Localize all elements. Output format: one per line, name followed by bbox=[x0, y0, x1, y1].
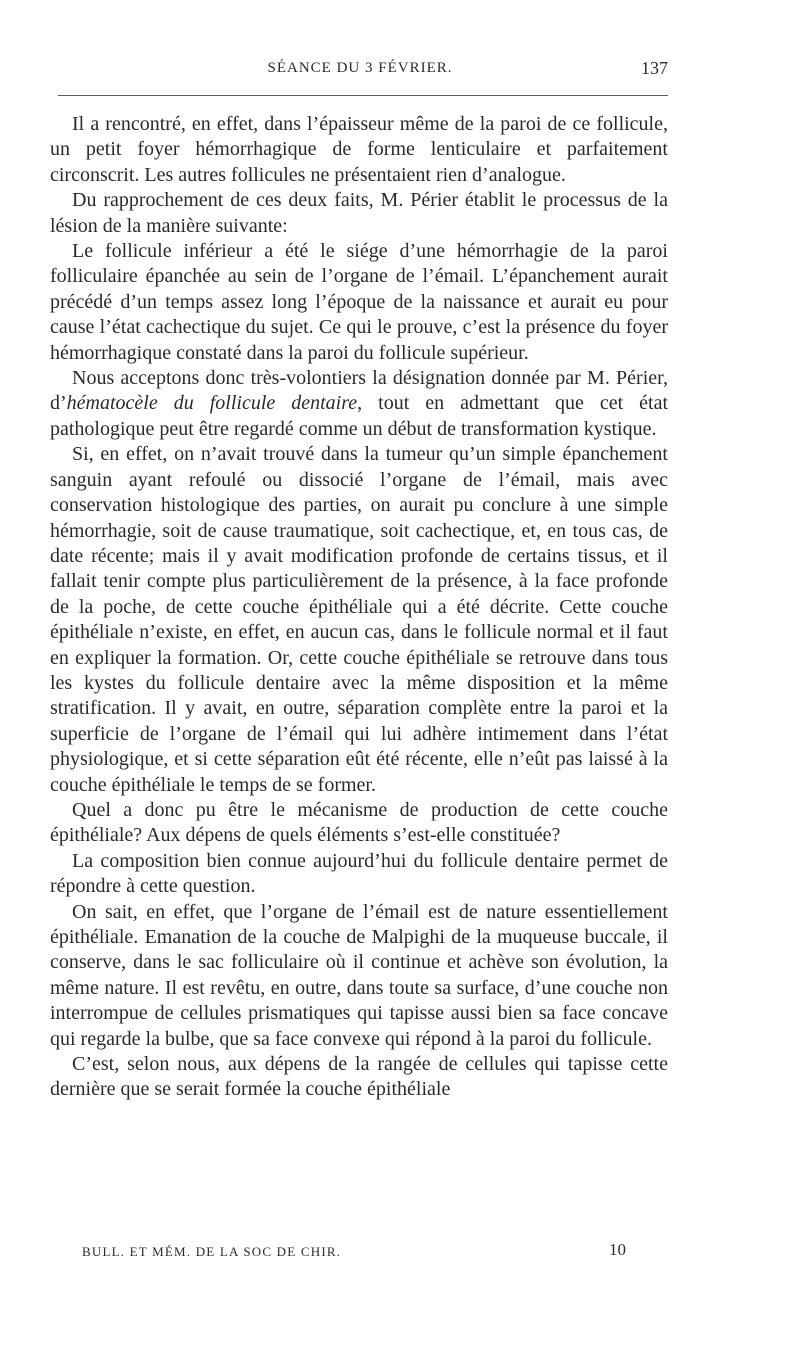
paragraph-text: On sait, en effet, que l’organe de l’émail est de nature essentiellement épithéliale. Emanation de la couche de Malpighi de la muqueuse buccale, il conserve, dans le sac folliculaire où il continue et achève son évolution, la même nature. Il est revêtu, en outre, dans toute sa surface, d’une couche non interrompue de cellules prismatiques qui tapisse aussi bien sa face concave qui regarde la bulbe, que sa face convexe qui répond à la paroi du follicule. bbox=[50, 900, 668, 1050]
paragraph bbox=[50, 112, 668, 188]
paragraph-text: Si, en effet, on n’avait trouvé dans la tumeur qu’un simple épanchement sanguin ayant refoulé ou dissocié l’organe de l’émail, mais avec conservation histologique des parties, on aurait pu conclure à une simple hémorrhagie, soit de cause traumatique, soit cachectique, et, en tous cas, de date récente; mais il y avait modification profonde de certains tissus, et il fallait tenir compte plus particulièrement de la présence, à la face profonde de la poche, de cette couche épithéliale qui a été décrite. Cette couche épithéliale n’existe, en effet, en aucun cas, dans le follicule normal et il faut en expliquer la formation. Or, cette couche épithéliale se retrouve dans tous les kystes du follicule dentaire avec la même disposition et la même stratification. Il y avait, en outre, séparation complète entre la paroi et la superficie de l’organe de l’émail qui lui adhère intimement dans l’état physiologique, et si cette séparation eût été récente, elle n’eût pas laissé à la couche épithéliale le temps de se former. bbox=[50, 443, 668, 796]
running-title: SÉANCE DU 3 FÉVRIER. bbox=[267, 60, 453, 76]
paragraph bbox=[50, 798, 668, 849]
paragraph bbox=[50, 442, 668, 798]
paragraph-text: La composition bien connue aujourd’hui du follicule dentaire permet de répondre à cette question. bbox=[50, 849, 668, 898]
paragraph bbox=[50, 366, 668, 442]
body-text bbox=[50, 112, 668, 1103]
sheet-number: 10 bbox=[609, 1240, 626, 1259]
running-header bbox=[52, 58, 668, 84]
header-rule bbox=[58, 95, 668, 96]
paragraph bbox=[50, 900, 668, 1052]
paragraph bbox=[50, 1052, 668, 1103]
footer-signature: BULL. ET MÉM. DE LA SOC DE CHIR. bbox=[82, 1244, 342, 1259]
paragraph bbox=[50, 849, 668, 900]
paragraph-text: Nous acceptons donc très-volontiers la désignation donnée par M. Périer, d’ bbox=[50, 367, 668, 415]
paragraph-text: C’est, selon nous, aux dépens de la rangée de cellules qui tapisse cette dernière que se serait formée la couche épithéliale bbox=[50, 1053, 668, 1101]
paragraph-text: Le follicule inférieur a été le siége d’une hémorrhagie de la paroi folliculaire épanchée au sein de l’organe de l’émail. L’épanchement aurait précédé d’un temps assez long l’époque de la naissance et aurait eu pour cause l’état cachectique du sujet. Ce qui le prouve, c’est la présence du foyer hémorrhagique constaté dans la paroi du follicule supérieur. bbox=[50, 240, 668, 364]
paragraph bbox=[50, 239, 668, 366]
paragraph-text: , tout en admettant que cet état pathologique peut être regardé comme un début de transformation kystique. bbox=[50, 392, 668, 440]
page-number: 137 bbox=[641, 58, 668, 78]
paragraph bbox=[50, 188, 668, 239]
paragraph-text: Il a rencontré, en effet, dans l’épaisseur même de la paroi de ce follicule, un petit foyer hémorrhagique de forme lenticulaire et parfaitement circonscrit. Les autres follicules ne présentaient rien d’analogue. bbox=[50, 113, 668, 186]
italic-term: hématocèle du follicule dentaire bbox=[66, 392, 358, 415]
paragraph-text: Quel a donc pu être le mécanisme de production de cette couche épithéliale? Aux dépens de quels éléments s’est-elle constituée? bbox=[50, 798, 668, 847]
page-footer bbox=[82, 1240, 626, 1262]
paragraph-text: Du rapprochement de ces deux faits, M. Périer établit le processus de la lésion de la manière suivante: bbox=[50, 189, 668, 237]
